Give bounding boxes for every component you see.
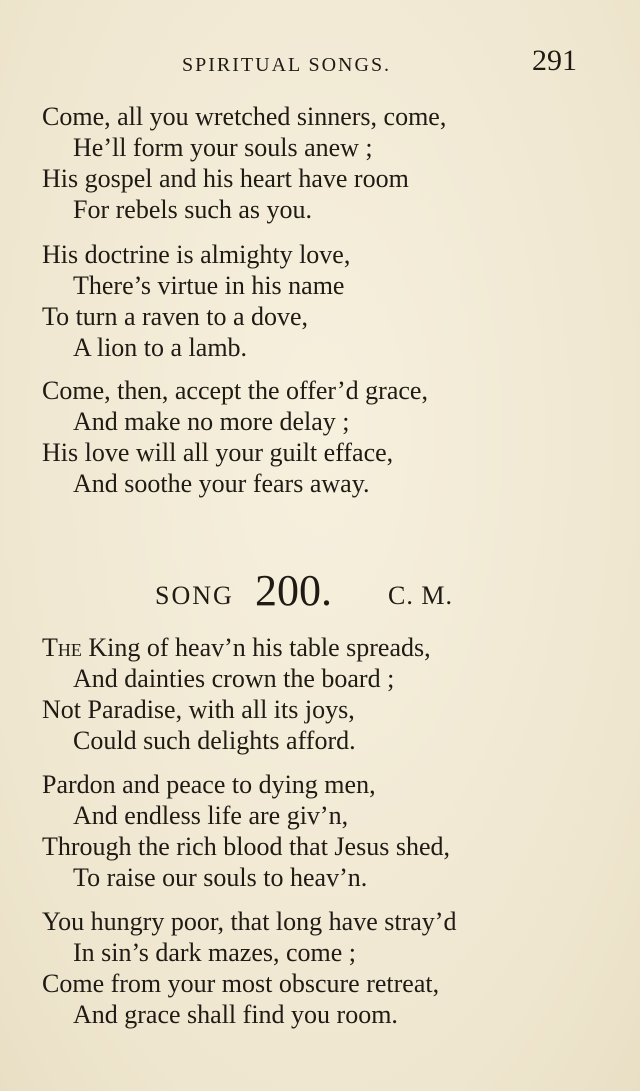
verse-line: His doctrine is almighty love, (42, 240, 351, 269)
stanza (42, 632, 622, 756)
stanza (42, 769, 622, 893)
verse-line: His gospel and his heart have room (42, 164, 409, 193)
verse-line: Not Paradise, with all its joys, (42, 695, 355, 724)
song-meter: C. M. (388, 581, 453, 610)
verse-line: There’s virtue in his name (73, 271, 345, 300)
stanza (42, 101, 622, 225)
verse-line: You hungry poor, that long have stray’d (42, 907, 457, 936)
verse-line: And grace shall find you room. (73, 1000, 398, 1029)
page-header (0, 44, 640, 84)
verse-line: Through the rich blood that Jesus shed, (42, 832, 450, 861)
verse-line: Pardon and peace to dying men, (42, 770, 376, 799)
verse-line: His love will all your guilt efface, (42, 438, 394, 467)
verse-line: To turn a raven to a dove, (42, 302, 309, 331)
verse-line: Come from your most obscure retreat, (42, 969, 440, 998)
verse-line: A lion to a lamb. (73, 333, 248, 362)
verse-line (42, 632, 622, 663)
verse-line: And make no more delay ; (73, 407, 350, 436)
verse-line: In sin’s dark mazes, come ; (73, 938, 357, 967)
stanza (42, 375, 622, 499)
first-word: The (42, 633, 82, 662)
verse-line: Come, then, accept the offer’d grace, (42, 376, 428, 405)
page-number: 291 (532, 44, 577, 77)
verse-line: He’ll form your souls anew ; (73, 133, 373, 162)
verse-line: And endless life are giv’n, (73, 801, 349, 830)
running-title: SPIRITUAL SONGS. (182, 54, 392, 76)
song-number: 200. (255, 566, 332, 615)
verse-line: Could such delights afford. (73, 726, 356, 755)
verse-line: And soothe your fears away. (73, 469, 370, 498)
first-line-rest: King of heav’n his table spreads, (81, 633, 431, 662)
stanza (42, 239, 622, 363)
verse-line: And dainties crown the board ; (73, 664, 395, 693)
verse-line: For rebels such as you. (73, 195, 313, 224)
verse-line: To raise our souls to heav’n. (73, 863, 368, 892)
stanza (42, 906, 622, 1030)
song-label: SONG (155, 581, 234, 610)
song-heading (0, 565, 640, 615)
verse-line: Come, all you wretched sinners, come, (42, 102, 447, 131)
